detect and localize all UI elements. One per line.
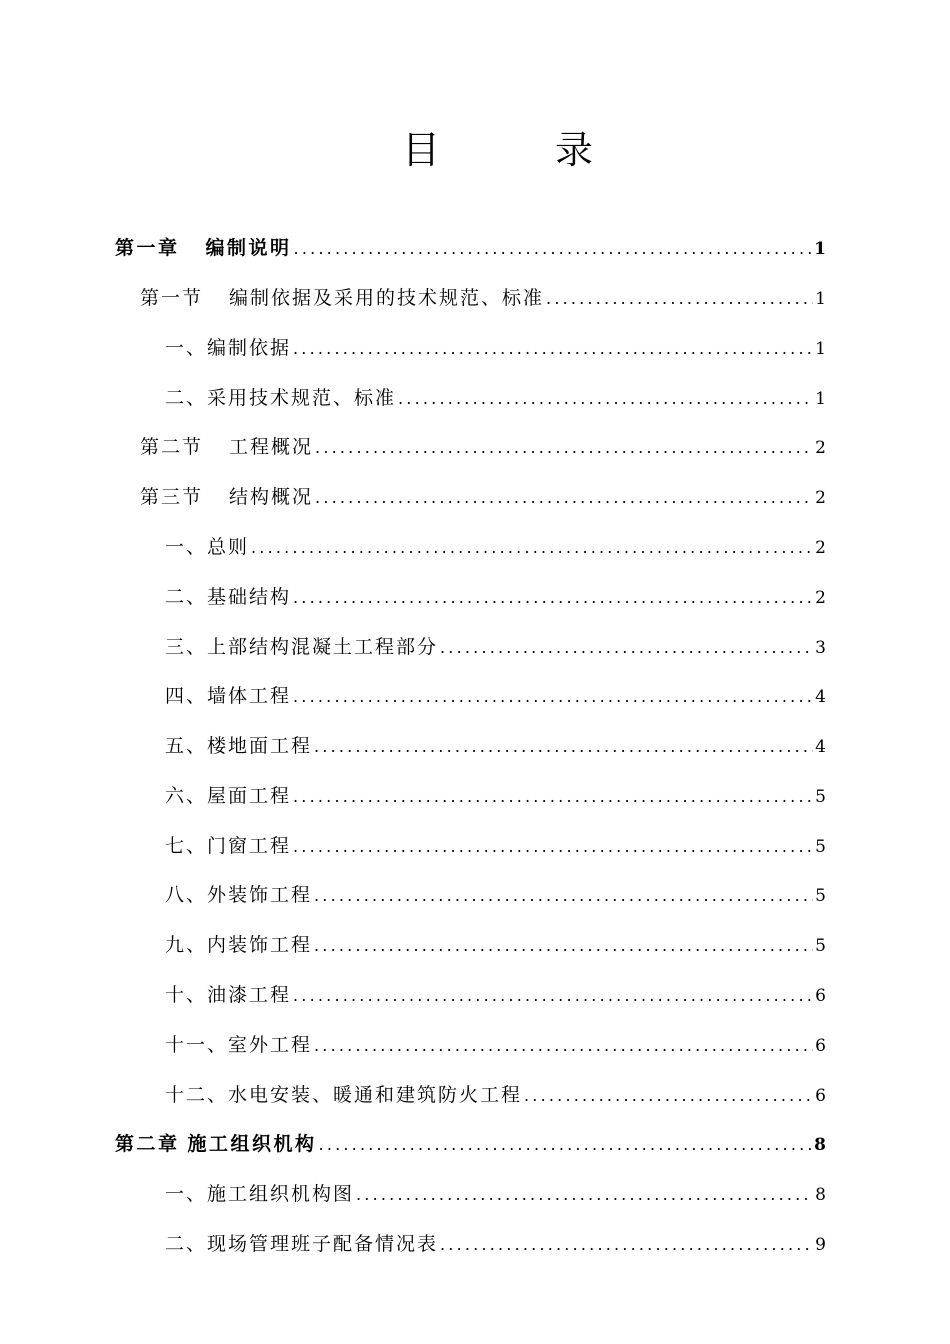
toc-page-number: 1 — [814, 239, 826, 259]
toc-entry-item[interactable] — [165, 980, 826, 1010]
toc-entry-text: 二、现场管理班子配备情况表 — [165, 1233, 439, 1255]
toc-entry-label — [115, 1129, 317, 1159]
dot-leader — [319, 1130, 813, 1160]
dot-leader — [546, 284, 813, 314]
toc-entry-text: 编制依据及采用的技术规范、标准 — [229, 287, 545, 309]
toc-entry-label — [140, 482, 313, 512]
toc-page-number: 5 — [815, 936, 826, 956]
dot-leader — [294, 234, 813, 264]
dot-leader — [314, 931, 813, 961]
dot-leader — [251, 533, 813, 563]
dot-leader — [293, 334, 813, 364]
dot-leader — [293, 832, 813, 862]
toc-entry-item[interactable] — [165, 1179, 826, 1209]
toc-entry-text: 三、上部结构混凝土工程部分 — [165, 636, 439, 658]
toc-entry-item[interactable] — [165, 532, 826, 562]
toc-page-number: 5 — [815, 787, 826, 807]
toc-page-number: 2 — [815, 588, 826, 608]
toc-entry-item[interactable] — [165, 930, 826, 960]
dot-leader — [314, 732, 813, 762]
dot-leader — [293, 782, 813, 812]
toc-page-number: 2 — [815, 538, 826, 558]
title-char-1: 目 — [402, 128, 441, 172]
toc-entry-item[interactable] — [165, 781, 826, 811]
toc-page-number: 2 — [815, 438, 826, 458]
toc-page-number: 5 — [815, 837, 826, 857]
toc-entry-item[interactable] — [165, 632, 826, 662]
toc-page-number: 6 — [815, 1036, 826, 1056]
toc-page-number: 1 — [815, 389, 826, 409]
toc-entry-item[interactable] — [165, 1080, 826, 1110]
dot-leader — [356, 1180, 813, 1210]
toc-page-number: 4 — [815, 687, 826, 707]
toc-entry-item[interactable] — [165, 880, 826, 910]
dot-leader — [398, 384, 813, 414]
dot-leader — [293, 981, 813, 1011]
toc-entry-label — [140, 432, 313, 462]
toc-page-number: 1 — [815, 289, 826, 309]
toc-entry-section-2[interactable] — [140, 432, 826, 462]
toc-entry-item[interactable] — [165, 333, 826, 363]
toc-page-number: 9 — [815, 1235, 826, 1255]
toc-entry-label — [115, 233, 292, 263]
toc-entry-text: 一、编制依据 — [165, 337, 292, 359]
toc-entry-text: 六、屋面工程 — [165, 785, 292, 807]
title-char-2: 录 — [555, 128, 594, 172]
dot-leader — [315, 483, 813, 513]
toc-entry-text: 十二、水电安装、暖通和建筑防火工程 — [165, 1084, 523, 1106]
dot-leader — [315, 433, 813, 463]
toc-entry-item[interactable] — [165, 383, 826, 413]
toc-entry-text: 一、施工组织机构图 — [165, 1183, 355, 1205]
toc-entry-text: 五、楼地面工程 — [165, 735, 313, 757]
toc-page-number: 8 — [814, 1135, 826, 1155]
toc-entry-prefix: 第一章 — [115, 237, 180, 259]
toc-entry-prefix: 第三节 — [140, 486, 204, 508]
toc-entry-prefix: 第一节 — [140, 287, 204, 309]
toc-entry-section-1[interactable] — [140, 283, 826, 313]
toc-entry-section-3[interactable] — [140, 482, 826, 512]
toc-entry-prefix: 第二节 — [140, 436, 204, 458]
toc-entry-text: 结构概况 — [229, 486, 314, 508]
toc-entry-text: 编制说明 — [205, 237, 292, 259]
toc-entry-label — [140, 283, 544, 313]
toc-page-number: 5 — [815, 886, 826, 906]
toc-entry-item[interactable] — [165, 831, 826, 861]
dot-leader — [440, 1230, 813, 1260]
dot-leader — [314, 1031, 813, 1061]
toc-entry-chapter-2[interactable] — [115, 1129, 826, 1159]
toc-entry-item[interactable] — [165, 1229, 826, 1259]
toc-entry-item[interactable] — [165, 681, 826, 711]
toc-entry-text: 四、墙体工程 — [165, 685, 292, 707]
toc-page-number: 4 — [815, 737, 826, 757]
dot-leader — [293, 682, 813, 712]
toc-page-number: 1 — [815, 339, 826, 359]
toc-page-number: 6 — [815, 986, 826, 1006]
toc-entry-text: 一、总则 — [165, 536, 250, 558]
dot-leader — [440, 633, 813, 663]
toc-page-number: 3 — [815, 638, 826, 658]
toc-entry-item[interactable] — [165, 1030, 826, 1060]
toc-page-number: 8 — [815, 1185, 826, 1205]
toc-entry-text: 九、内装饰工程 — [165, 934, 313, 956]
dot-leader — [293, 583, 813, 613]
toc-entry-text: 二、基础结构 — [165, 586, 292, 608]
toc-entry-prefix: 第二章 — [115, 1133, 180, 1155]
toc-entry-text: 七、门窗工程 — [165, 835, 292, 857]
dot-leader — [314, 881, 813, 911]
toc-entry-text: 八、外装饰工程 — [165, 884, 313, 906]
toc-entry-text: 十一、室外工程 — [165, 1034, 313, 1056]
toc-page-number: 2 — [815, 488, 826, 508]
toc-entry-text: 施工组织机构 — [187, 1133, 317, 1155]
toc-entry-chapter-1[interactable] — [115, 233, 826, 263]
dot-leader — [524, 1081, 813, 1111]
toc-entry-text: 十、油漆工程 — [165, 984, 292, 1006]
toc-entry-item[interactable] — [165, 731, 826, 761]
toc-entry-text: 工程概况 — [229, 436, 314, 458]
toc-page-number: 6 — [815, 1086, 826, 1106]
toc-entry-item[interactable] — [165, 582, 826, 612]
toc-entry-text: 二、采用技术规范、标准 — [165, 387, 397, 409]
